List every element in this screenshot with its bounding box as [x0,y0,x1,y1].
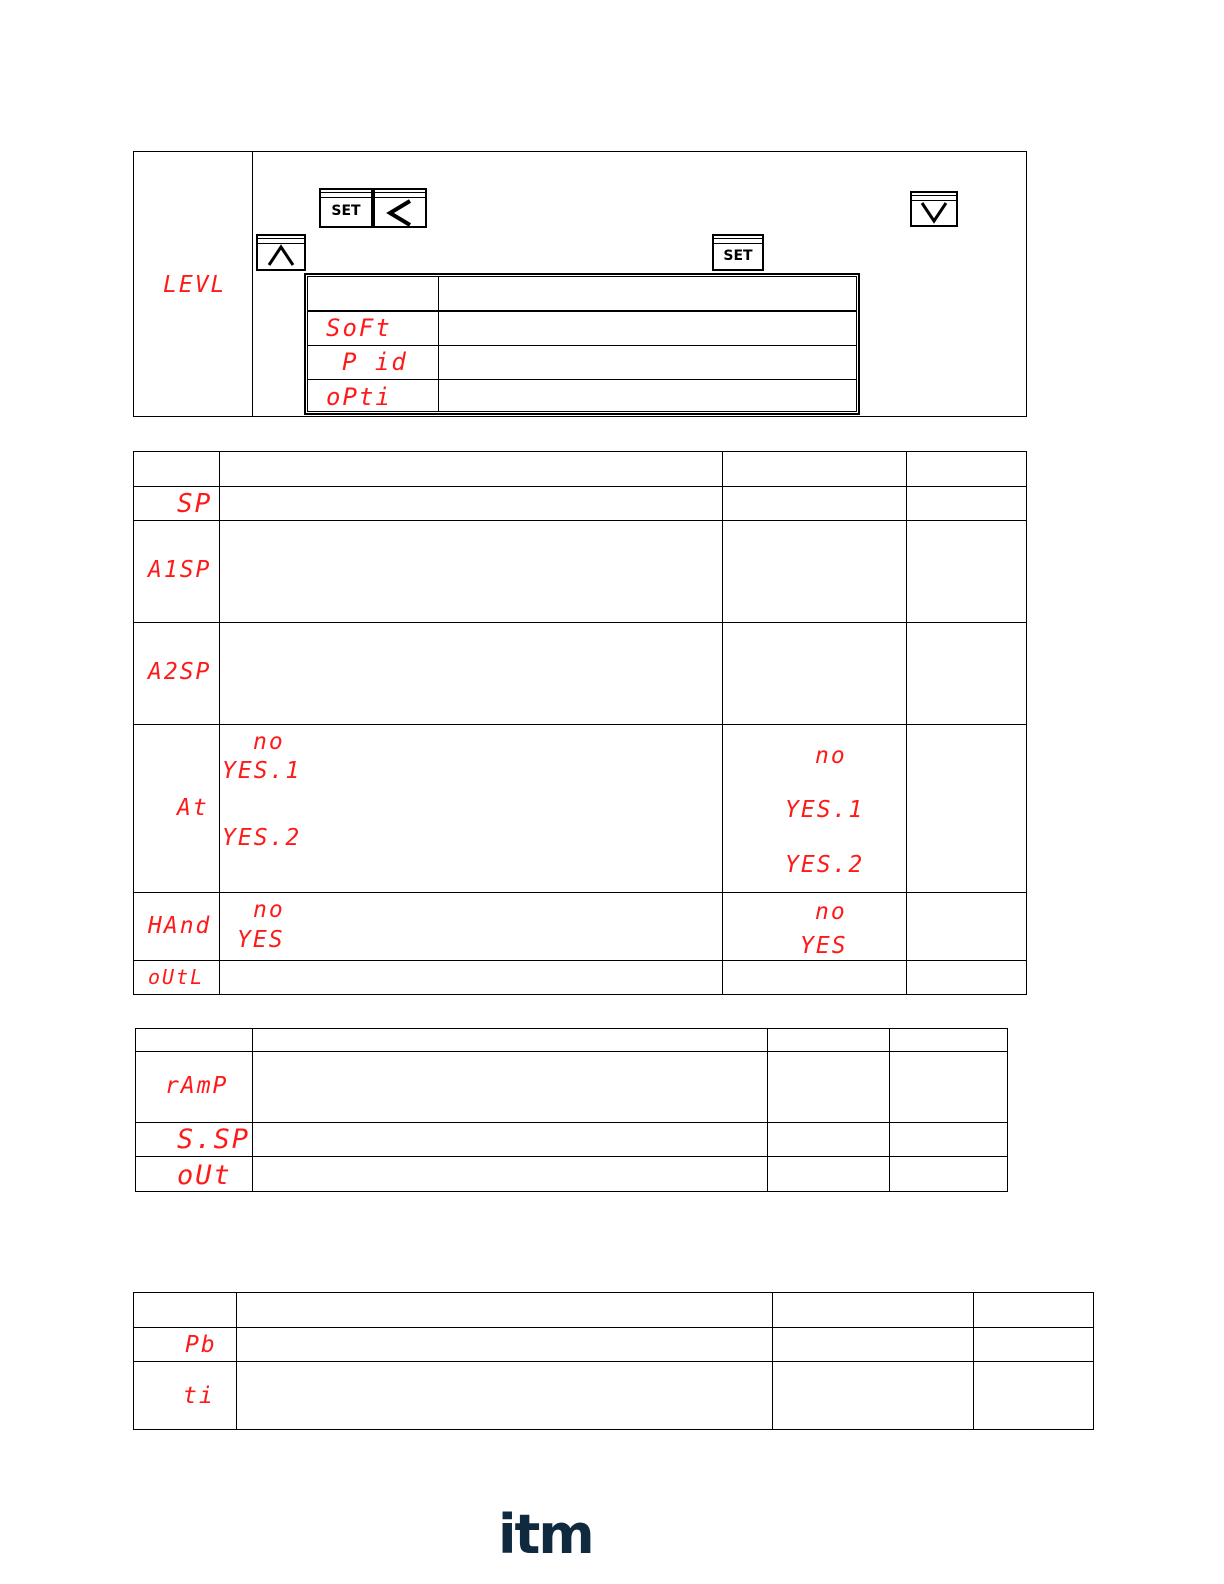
table1-col [219,451,220,995]
table2-row [135,1051,1008,1052]
table1-row [133,622,1027,623]
table3-row [133,1361,1094,1362]
code-at: At [177,795,209,821]
options-row-line [307,379,857,380]
at-range-yes1: YES.1 [785,797,865,823]
code-outl: oUtL [148,965,205,989]
table1-row [133,960,1027,961]
code-pb: Pb [185,1332,217,1358]
table3-row [133,1327,1094,1328]
table2-col [767,1028,768,1192]
table2-row [135,1156,1008,1157]
at-range-yes2: YES.2 [785,852,865,878]
left-arrow-key-icon [373,188,427,228]
table1-row [133,892,1027,893]
code-hand: HAnd [148,913,212,939]
set-key-icon-2: SET [712,234,764,271]
options-row-line [307,310,857,312]
table1-row [133,520,1027,521]
code-out: oUt [177,1160,232,1191]
option-opti: oPti [326,383,392,411]
options-col-divider [438,276,439,412]
option-pid: P id [342,348,408,376]
code-sp: SP [177,489,213,519]
hand-value-no: no [253,897,285,923]
up-arrow-key-icon [256,234,306,271]
level-divider [252,151,253,417]
code-a2sp: A2SP [148,659,212,685]
table1-col [722,451,723,995]
option-soft: SoFt [326,314,392,342]
hand-value-yes: YES [237,927,285,953]
hand-range-no: no [815,899,847,925]
itm-logo: itm [498,1503,593,1566]
at-value-no: no [253,729,285,755]
options-row-line [307,345,857,346]
table2-col [889,1028,890,1192]
code-ramp: rAmP [165,1073,229,1099]
table1-row [133,724,1027,725]
hand-range-yes: YES [800,933,848,959]
set-key-icon: SET [319,188,373,228]
table1-row [133,486,1027,487]
at-range-no: no [815,743,847,769]
code-a1sp: A1SP [148,557,212,583]
down-arrow-key-icon [910,191,958,227]
table2-col [252,1028,253,1192]
table2-row [135,1122,1008,1123]
code-ssp: S.SP [177,1124,251,1155]
table1-col [906,451,907,995]
table2 [135,1028,1008,1192]
code-ti: ti [183,1383,215,1409]
level-code: LEVL [163,272,227,298]
at-value-yes1: YES.1 [222,758,302,784]
at-value-yes2: YES.2 [222,825,302,851]
